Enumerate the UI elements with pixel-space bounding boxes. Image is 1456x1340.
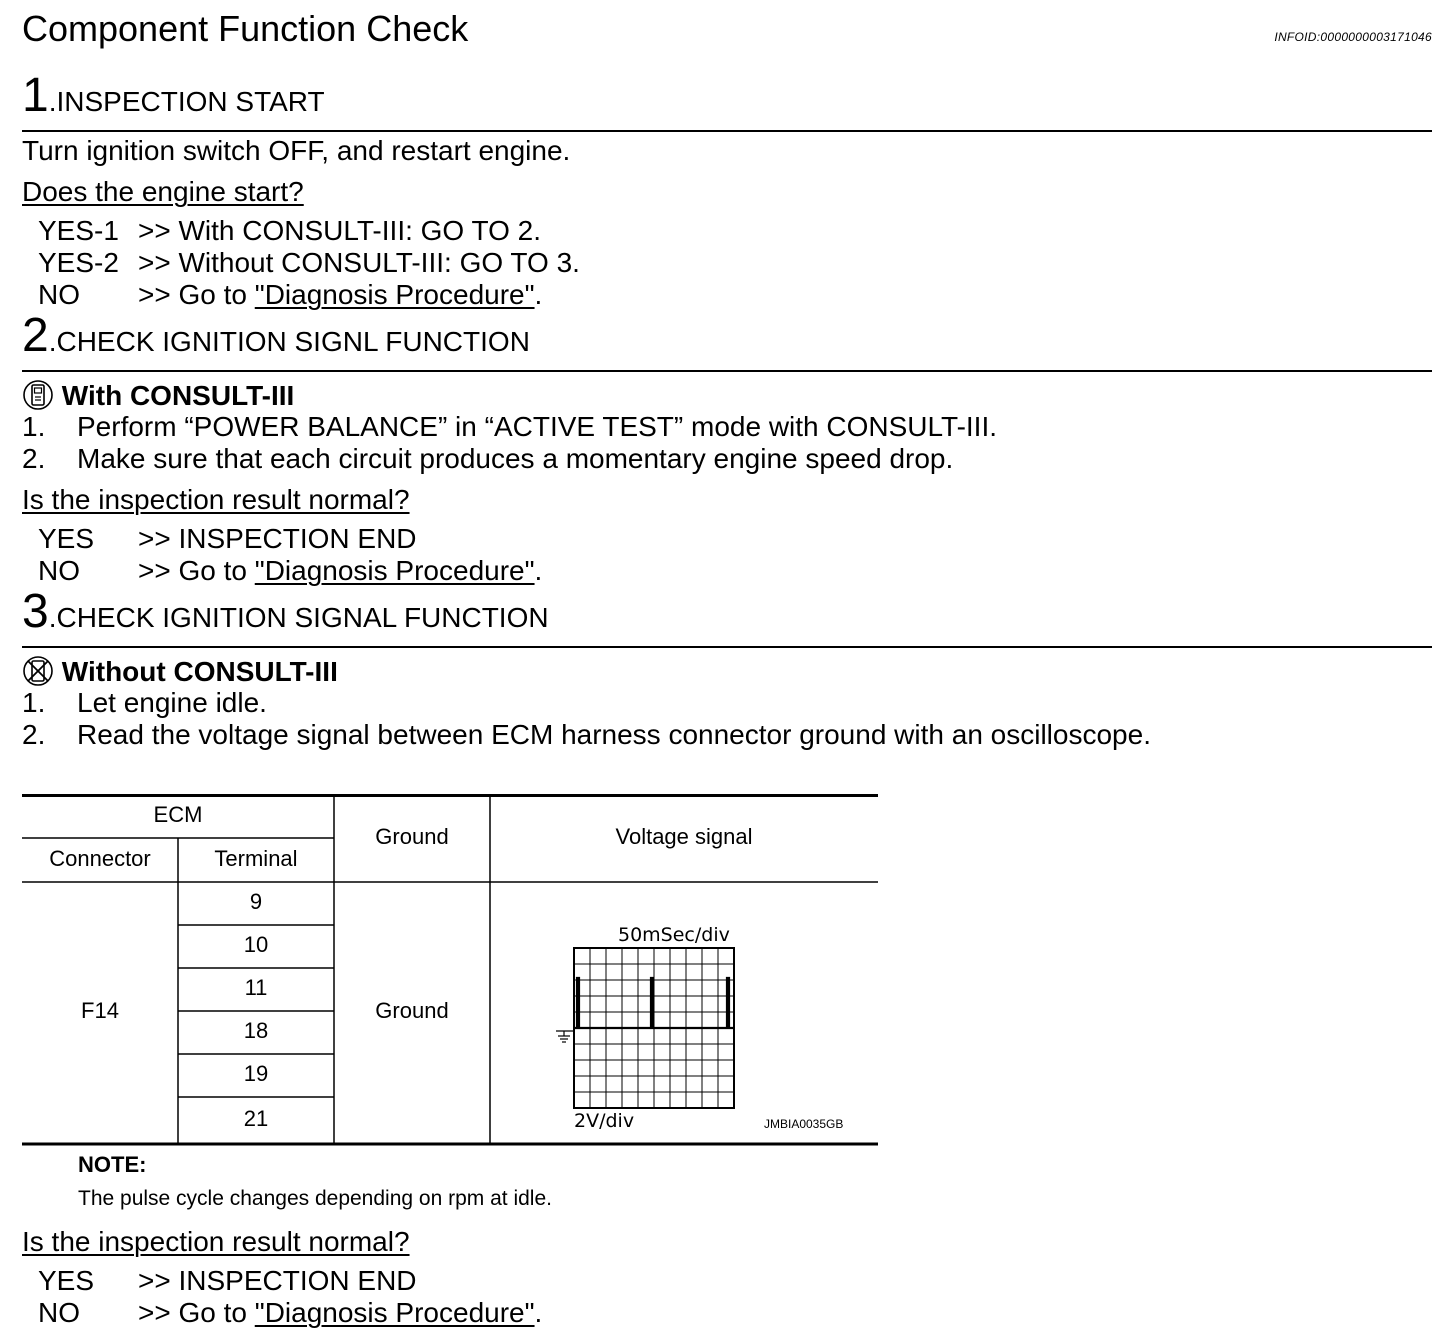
ground-symbol [556,1031,574,1042]
answer-key: YES [38,1265,95,1296]
mode-label-text: Without CONSULT-III [61,656,338,687]
answer-key: NO [38,279,80,310]
answer-row [38,523,417,555]
terminal-cell: 10 [243,932,269,957]
answer-text: >> INSPECTION END [138,1265,417,1296]
step-title: CHECK IGNITION SIGNL FUNCTION [56,326,530,357]
diagnosis-procedure-link[interactable]: "Diagnosis Procedure" [254,555,535,586]
scope-volt-div: 2V/div [574,1110,635,1132]
step-2-heading: 2.CHECK IGNITION SIGNL FUNCTION [22,309,530,362]
list-number: 1. [22,687,46,718]
answer-key: YES-1 [38,215,119,246]
info-id: INFOID:0000000003171046 [1274,30,1432,44]
answer-key: NO [38,1297,80,1328]
scope-time-div: 50mSec/div [618,924,730,946]
answer-suffix: . [534,1297,543,1328]
step-title: INSPECTION START [56,86,325,117]
list-text: Let engine idle. [77,687,267,718]
mode-label [22,655,338,688]
answer-key: NO [38,555,80,586]
list-item [22,719,1151,751]
step-3-heading: 3.CHECK IGNITION SIGNAL FUNCTION [22,585,549,638]
step-2-question: Is the inspection result normal? [22,484,410,515]
list-text: Perform “POWER BALANCE” in “ACTIVE TEST” mode with CONSULT-III. [77,411,998,442]
answer-row [38,279,542,311]
answer-row [38,247,580,279]
note-label: NOTE: [78,1152,147,1177]
answer-key: YES [38,523,95,554]
ground-cell: Ground [375,998,449,1023]
oscilloscope-waveform [552,944,742,1114]
answer-text: >> Go to [138,1297,255,1328]
connector-header: Connector [49,846,151,871]
answer-suffix: . [534,555,543,586]
answer-text: >> Without CONSULT-III: GO TO 3. [138,247,580,278]
step-3-question: Is the inspection result normal? [22,1226,410,1257]
terminal-cell: 18 [243,1018,269,1043]
answer-text: >> Go to [138,279,255,310]
answer-text: >> Go to [138,555,255,586]
ground-header: Ground [375,824,449,849]
mode-label-text: With CONSULT-III [61,380,295,411]
divider [22,370,1432,372]
list-number: 2. [22,719,46,750]
step-1-heading: 1.INSPECTION START [22,69,325,122]
terminal-cell: 21 [243,1106,269,1131]
list-text: Make sure that each circuit produces a momentary engine speed drop. [77,443,954,474]
list-number: 2. [22,443,46,474]
terminal-cell: 11 [244,975,268,1000]
answer-row [38,1265,417,1297]
step-1-question: Does the engine start? [22,176,304,207]
list-number: 1. [22,411,46,442]
voltage-signal-header: Voltage signal [615,824,753,849]
answer-row [38,215,541,247]
note-text: The pulse cycle changes depending on rpm at idle. [78,1187,552,1210]
list-item [22,687,267,719]
answer-text: >> INSPECTION END [138,523,417,554]
no-consult-tool-icon [22,655,54,687]
diagnosis-procedure-link[interactable]: "Diagnosis Procedure" [254,279,535,310]
step-number: 2 [22,309,49,362]
list-item [22,443,953,475]
divider [22,646,1432,648]
terminal-cell: 9 [249,889,263,914]
terminal-header: Terminal [214,846,298,871]
terminal-cell: 19 [243,1061,269,1086]
divider [22,130,1432,132]
step-number: 1 [22,69,49,122]
inspection-table [22,794,878,1146]
connector-cell: F14 [81,998,119,1023]
list-text: Read the voltage signal between ECM harness connector ground with an oscilloscope. [77,719,1151,750]
answer-suffix: . [534,279,543,310]
answer-row [38,555,542,587]
list-item [22,411,997,443]
page-title: Component Function Check [22,8,469,49]
mode-label [22,379,294,412]
step-title: CHECK IGNITION SIGNAL FUNCTION [56,602,549,633]
answer-row [38,1297,542,1329]
answer-text: >> With CONSULT-III: GO TO 2. [138,215,541,246]
ecm-header: ECM [153,802,203,827]
consult-tool-icon [22,379,54,411]
figure-id: JMBIA0035GB [764,1117,844,1131]
answer-key: YES-2 [38,247,119,278]
step-1-instruction: Turn ignition switch OFF, and restart engine. [22,135,571,166]
step-number: 3 [22,585,49,638]
diagnosis-procedure-link[interactable]: "Diagnosis Procedure" [254,1297,535,1328]
